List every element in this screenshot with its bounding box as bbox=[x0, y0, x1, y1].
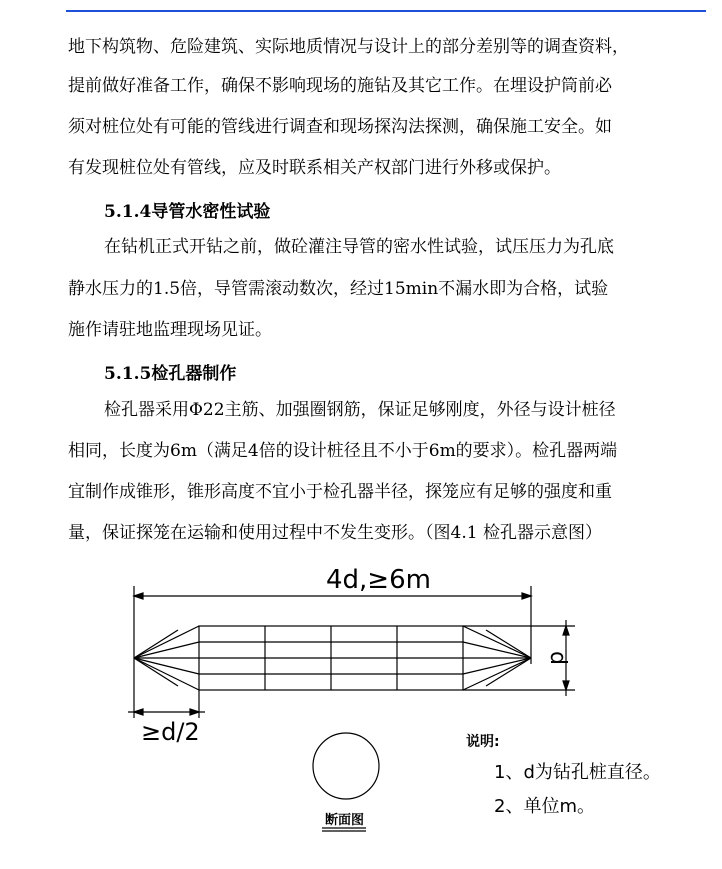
right-cone bbox=[463, 626, 531, 690]
length-label: 4d,≥6m bbox=[326, 565, 431, 595]
para1-line-2: 提前做好准备工作，确保不影响现场的施钻及其它工作。在埋设护筒前必 bbox=[68, 76, 612, 96]
para1-line-1: 地下构筑物、危险建筑、实际地质情况与设计上的部分差别等的调查资料， bbox=[68, 37, 629, 57]
section-5-1-4-line-2: 静水压力的1.5倍，导管需滚动数次，经过15min不漏水即为合格，试验 bbox=[68, 279, 609, 299]
arrow-left bbox=[134, 593, 143, 599]
diameter-label: d bbox=[545, 651, 570, 665]
section-5-1-5-line-2: 相同，长度为6m（满足4倍的设计桩径且不小于6m的要求）。检孔器两端 bbox=[68, 441, 618, 461]
left-cone bbox=[134, 626, 199, 690]
note-2: 2、单位m。 bbox=[494, 796, 595, 817]
section-circle bbox=[313, 733, 379, 799]
para1-line-3: 须对桩位处有可能的管线进行调查和现场探沟法探测，确保施工安全。如 bbox=[68, 117, 612, 137]
section-5-1-4-line-1: 在钻机正式开钻之前，做砼灌注导管的密水性试验，试压压力为孔底 bbox=[104, 237, 614, 257]
section-5-1-4-heading: 5.1.4导管水密性试验 bbox=[104, 202, 271, 222]
cone-length-label: ≥d/2 bbox=[141, 718, 200, 746]
notes-title: 说明: bbox=[466, 734, 500, 750]
note-1: 1、d为钻孔桩直径。 bbox=[494, 762, 661, 783]
section-5-1-4-line-3: 施作请驻地监理现场见证。 bbox=[68, 320, 272, 340]
section-label: 断面图 bbox=[325, 813, 365, 828]
arrow-right bbox=[522, 593, 531, 599]
para1-line-4: 有发现桩位处有管线，应及时联系相关产权部门进行外移或保护。 bbox=[68, 158, 561, 178]
section-5-1-5-line-1: 检孔器采用Φ22主筋、加强圈钢筋，保证足够刚度，外径与设计桩径 bbox=[104, 400, 616, 420]
section-5-1-5-heading: 5.1.5检孔器制作 bbox=[104, 364, 237, 384]
section-5-1-5-line-3: 宜制作成锥形，锥形高度不宜小于检孔器半径，探笼应有足够的强度和重 bbox=[68, 482, 612, 502]
section-5-1-5-line-4: 量，保证探笼在运输和使用过程中不发生变形。（图4.1 检孔器示意图） bbox=[68, 523, 602, 543]
